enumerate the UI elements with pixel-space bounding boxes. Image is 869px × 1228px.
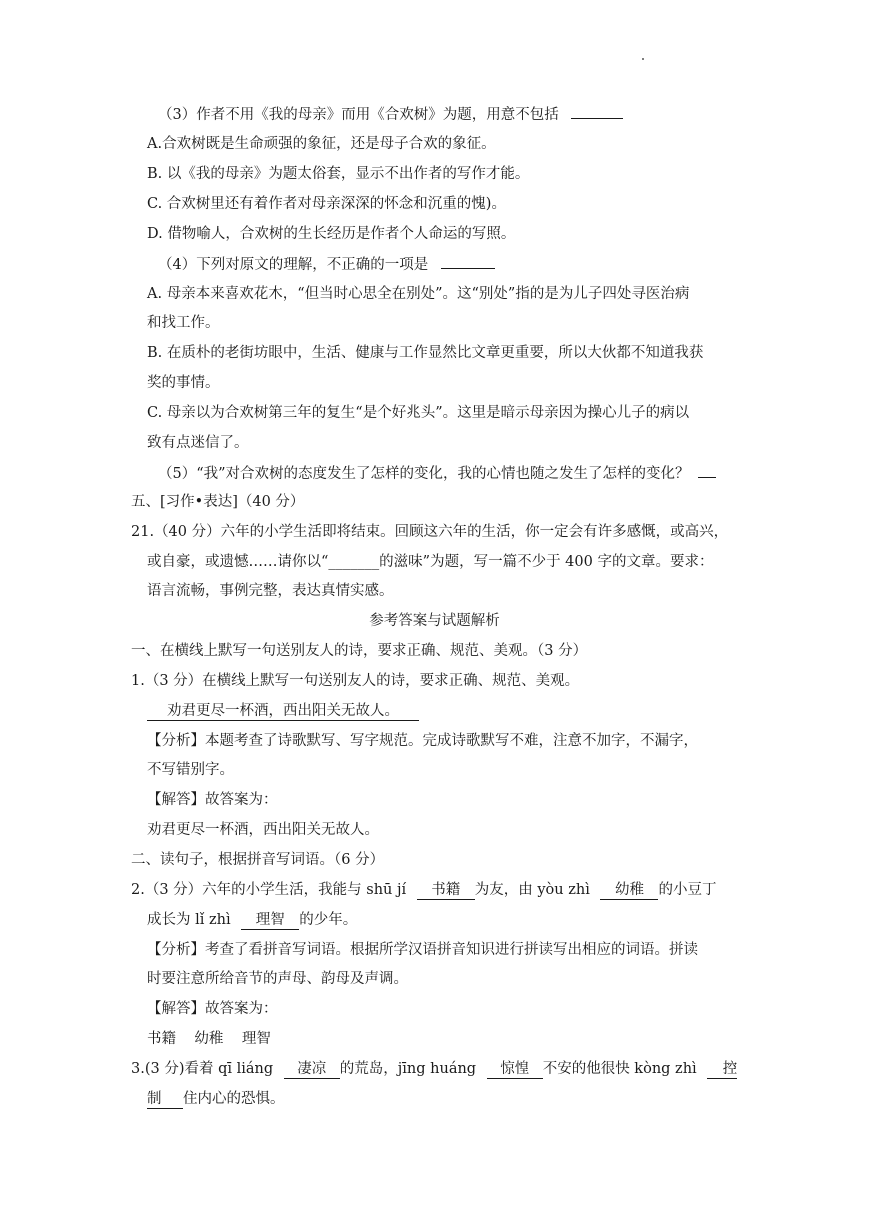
q4-option-b-line1: B. 在质朴的老街坊眼中，生活、健康与工作显然比文章更重要，所以大伙都不知道我获 (147, 345, 704, 361)
page-mark (642, 58, 644, 60)
q21-line1: 21.（40 分）六年的小学生活即将结束。回顾这六年的生活，你一定会有许多感慨，或高兴， (131, 524, 729, 540)
q3-stem-line (158, 104, 623, 125)
q3-option-c: C. 合欢树里还有着作者对母亲深深的怀念和沉重的愧)。 (147, 196, 506, 212)
q3b-word3-part2: 制 (147, 1090, 183, 1109)
q3b-text-d: 住内心的恐惧。 (183, 1091, 285, 1107)
s2-q2-line2 (147, 910, 357, 930)
q3b-word2: 惊惶 (487, 1060, 543, 1079)
q3b-word1: 凄凉 (284, 1060, 340, 1079)
s1-answer-underlined: 劝君更尽一杯酒，西出阳关无故人。 (147, 702, 419, 721)
s1-question-line: 1.（3 分）在横线上默写一句送别友人的诗，要求正确、规范、美观。 (131, 673, 580, 689)
q5-answer-blank (698, 463, 716, 478)
s2-solution-text: 书籍 幼稚 理智 (147, 1031, 271, 1047)
q3b-text-b: 的荒岛，jīng huáng (339, 1061, 477, 1077)
s1-analysis-line2: 不写错别字。 (147, 762, 234, 778)
q3-option-a: A.合欢树既是生命顽强的象征，还是母子合欢的象征。 (147, 136, 496, 152)
s2-q2-word1: 书籍 (417, 881, 475, 900)
q3b-text-c: 不安的他很快 kòng zhì (542, 1061, 697, 1077)
section5-title: 五、[习作•表达]（40 分） (131, 494, 305, 510)
s2-q2-text-e: 的少年。 (299, 912, 358, 928)
q4-answer-blank (441, 254, 495, 269)
s2-q2-word3: 理智 (241, 911, 299, 930)
q4-option-a-line2: 和找工作。 (147, 315, 220, 331)
q4-option-b-line2: 奖的事情。 (147, 375, 220, 391)
s1-solution-label: 【解答】故答案为： (147, 792, 278, 808)
q3b-line1 (131, 1059, 737, 1079)
s2-analysis-line1: 【分析】考查了看拼音写词语。根据所学汉语拼音知识进行拼读写出相应的词语。拼读 (147, 942, 698, 958)
q3-option-b: B. 以《我的母亲》为题太俗套，显示不出作者的写作才能。 (147, 166, 530, 182)
q5-stem: （5）“我”对合欢树的态度发生了怎样的变化，我的心情也随之发生了怎样的变化？ (158, 466, 690, 482)
s2-q2-text-c: 的小豆丁 (658, 882, 717, 898)
s1-answer-line (147, 701, 419, 721)
q4-stem: （4）下列对原文的理解，不正确的一项是 (158, 257, 429, 273)
q3b-line2 (147, 1089, 285, 1109)
q4-option-a-line1: A. 母亲本来喜欢花木，“但当时心思全在别处”。这“别处”指的是为儿子四处寻医治病 (147, 286, 690, 302)
q3b-text-a: 3.(3 分)看着 qī liáng (131, 1061, 274, 1077)
s2-q2-text-d: 成长为 lǐ zhì (147, 912, 231, 928)
q3b-word3-part1: 控 (707, 1060, 737, 1079)
q21-line2: 或自豪，或遗憾……请你以“_______的滋味”为题，写一篇不少于 400 字的文章。要求： (147, 554, 714, 570)
s1-title: 一、在横线上默写一句送别友人的诗，要求正确、规范、美观。（3 分） (131, 643, 588, 659)
q5-stem-line (158, 463, 716, 484)
s2-title: 二、读句子，根据拼音写词语。（6 分） (131, 852, 385, 868)
q3-stem: （3）作者不用《我的母亲》而用《合欢树》为题，用意不包括 (158, 107, 559, 123)
s2-q2-text-b: 为友，由 yòu zhì (474, 882, 590, 898)
q3-option-d: D. 借物喻人，合欢树的生长经历是作者个人命运的写照。 (147, 226, 516, 242)
s1-analysis-line1: 【分析】本题考查了诗歌默写、写字规范。完成诗歌默写不难，注意不加字，不漏字， (147, 733, 698, 749)
s2-q2-text-a: 2.（3 分）六年的小学生活，我能与 shū jí (131, 882, 407, 898)
q4-stem-line (158, 254, 495, 275)
q3-answer-blank (571, 104, 623, 119)
s2-q2-line1 (131, 880, 716, 900)
s2-q2-word2: 幼稚 (600, 881, 658, 900)
q4-option-c-line1: C. 母亲以为合欢树第三年的复生“是个好兆头”。这里是暗示母亲因为操心儿子的病以 (147, 405, 690, 421)
s2-analysis-line2: 时要注意所给音节的声母、韵母及声调。 (147, 971, 408, 987)
q4-option-c-line2: 致有点迷信了。 (147, 435, 249, 451)
q21-line3: 语言流畅，事例完整，表达真情实感。 (147, 583, 394, 599)
answers-title: 参考答案与试题解析 (369, 613, 500, 629)
s1-solution-text: 劝君更尽一杯酒，西出阳关无故人。 (147, 822, 379, 838)
s2-solution-label: 【解答】故答案为： (147, 1001, 278, 1017)
